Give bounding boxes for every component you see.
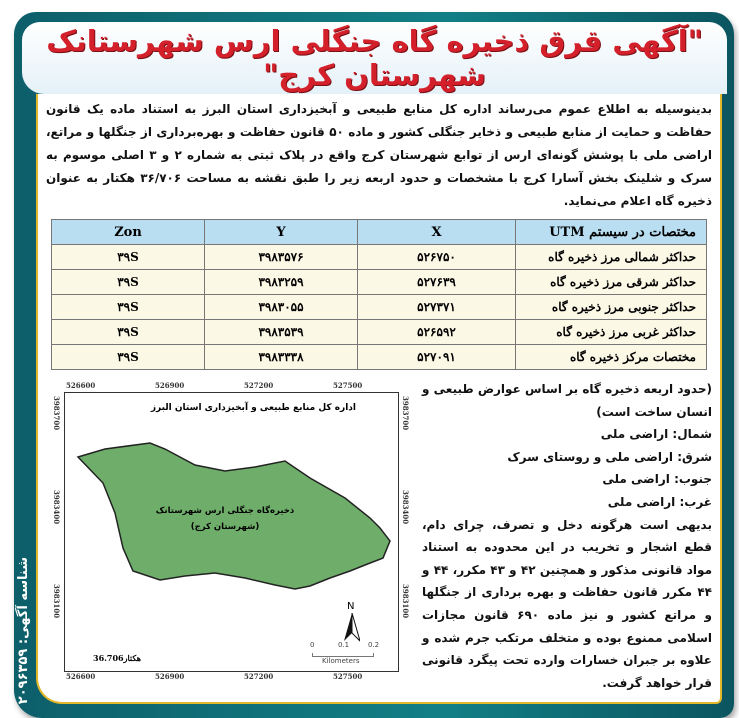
cell-zon: ۳۹S bbox=[52, 295, 205, 320]
cell-y: ۳۹۸۳۳۳۸ bbox=[205, 345, 358, 370]
y-tick-left: 3983400 bbox=[52, 490, 61, 525]
scale-2: 0.2 bbox=[368, 641, 380, 649]
notice-title: "آگهی قرق ذخیره گاه جنگلی ارس شهرستانک شهرستان کرج" bbox=[46, 24, 703, 92]
cell-y: ۳۹۸۳۲۵۹ bbox=[205, 270, 358, 295]
header-x: X bbox=[358, 220, 516, 245]
cell-zon: ۳۹S bbox=[52, 245, 205, 270]
header-y: Y bbox=[205, 220, 358, 245]
x-tick-bottom: 526600 bbox=[66, 672, 96, 681]
y-tick-left: 3983700 bbox=[52, 396, 61, 431]
cell-x: ۵۲۶۵۹۲ bbox=[358, 320, 516, 345]
cell-x: ۵۲۶۷۵۰ bbox=[358, 245, 516, 270]
ad-code: شناسه آگهی: ۲۰۹۶۳۵۹ bbox=[16, 557, 31, 705]
area-name: ذخیره‌گاه جنگلی ارس شهرستانک bbox=[155, 506, 295, 516]
warning-paragraph: بدیهی است هرگونه دخل و تصرف، چرای دام، قطع اشجار و تخریب در این محدوده به استناد مواد قانونی مذکور و همچنین ۴۲ و ۴۳ مکرر، ۴۴ و ۴۴ مکرر قانون حفاظت و بهره برداری از جنگلها و مراتع کشور و نیز ماده ۶۹۰ قانون مجازات اسلامی ممنوع بوده و متخلف مرتکب جرم شده و علاوه بر جبران خسارات وارده تحت پیگرد قانونی قرار خواهد گرفت. bbox=[422, 517, 712, 690]
cell-x: ۵۲۷۳۷۱ bbox=[358, 295, 516, 320]
x-tick-bottom: 526900 bbox=[155, 672, 185, 681]
boundary-south: جنوب: اراضی ملی bbox=[602, 472, 712, 487]
table-row bbox=[52, 345, 707, 370]
table-row bbox=[52, 245, 707, 270]
scale-1: 0.1 bbox=[338, 641, 350, 649]
reserve-map bbox=[64, 392, 399, 672]
x-tick-top: 527200 bbox=[244, 381, 274, 390]
cell-label: حداکثر غربی مرز ذخیره گاه bbox=[516, 320, 707, 345]
x-tick-top: 526900 bbox=[155, 381, 185, 390]
cell-zon: ۳۹S bbox=[52, 270, 205, 295]
scale-0: 0 bbox=[310, 641, 315, 649]
table-row bbox=[52, 320, 707, 345]
cell-y: ۳۹۸۳۵۳۹ bbox=[205, 320, 358, 345]
cell-label: مختصات مرکز ذخیره گاه bbox=[516, 345, 707, 370]
y-tick-right: 3983400 bbox=[401, 490, 410, 525]
area-sub: (شهرستان کرج) bbox=[190, 522, 260, 532]
boundaries-text bbox=[416, 378, 712, 694]
cell-y: ۳۹۸۳۵۷۶ bbox=[205, 245, 358, 270]
header-zon: Zon bbox=[52, 220, 205, 245]
boundary-east: شرق: اراضی ملی و روستای سرک bbox=[507, 449, 712, 464]
cell-label: حداکثر شمالی مرز ذخیره گاه bbox=[516, 245, 707, 270]
cell-label: حداکثر شرقی مرز ذخیره گاه bbox=[516, 270, 707, 295]
table-header-row bbox=[52, 220, 707, 245]
area-value: 36.706هکتار bbox=[93, 653, 141, 663]
intro-paragraph: بدینوسیله به اطلاع عموم می‌رساند اداره کل منابع طبیعی و آبخیزداری استان البرز به استناد ماده یک قانون حفاظت و حمایت از منابع طبیعی و ذخایر جنگلی کشور و ماده ۵۰ قانون حفاظت و بهره‌برداری از جنگلها و مراتع، اراضی ملی با پوشش گونه‌ای ارس از توابع شهرستان کرج واقع در پلاک ثبتی به شماره ۲ و ۳ اصلی موسوم به سرک و شلینک بخش آسارا کرج با مشخصات و حدود اربعه زیر را طبق نقشه به مساحت ۳۶/۷۰۶ هکتار به عنوان ذخیره گاه اعلام می‌نماید. bbox=[46, 102, 712, 208]
y-tick-right: 3983100 bbox=[401, 584, 410, 619]
x-tick-bottom: 527200 bbox=[244, 672, 274, 681]
north-label: N bbox=[347, 601, 355, 612]
table-row bbox=[52, 270, 707, 295]
map-block bbox=[46, 378, 416, 682]
cell-x: ۵۲۷۶۳۹ bbox=[358, 270, 516, 295]
table-row bbox=[52, 295, 707, 320]
y-tick-left: 3983100 bbox=[52, 584, 61, 619]
map-area-name bbox=[125, 503, 325, 535]
scale-bar bbox=[310, 641, 390, 669]
notice-frame bbox=[14, 12, 734, 718]
utm-table bbox=[51, 219, 707, 370]
map-org-label: اداره کل منابع طبیعی و آبخیزداری استان البرز bbox=[150, 403, 356, 413]
notice-body bbox=[36, 94, 722, 704]
cell-x: ۵۲۷۰۹۱ bbox=[358, 345, 516, 370]
cell-zon: ۳۹S bbox=[52, 345, 205, 370]
cell-y: ۳۹۸۳۰۵۵ bbox=[205, 295, 358, 320]
boundary-north: شمال: اراضی ملی bbox=[600, 427, 712, 442]
y-tick-right: 3983700 bbox=[401, 396, 410, 431]
title-bar bbox=[22, 22, 727, 94]
cell-label: حداکثر جنوبی مرز ذخیره گاه bbox=[516, 295, 707, 320]
header-label: مختصات در سیستم UTM bbox=[516, 220, 707, 245]
north-arrow-icon bbox=[344, 613, 360, 643]
boundary-west: غرب: اراضی ملی bbox=[607, 494, 712, 509]
x-tick-top: 527500 bbox=[333, 381, 363, 390]
bottom-section bbox=[46, 378, 712, 694]
boundaries-intro: (حدود اربعه ذخیره گاه بر اساس عوارض طبیعی و انسان ساخت است) bbox=[422, 382, 712, 419]
scale-unit: Kilometers bbox=[322, 657, 360, 665]
x-tick-top: 526600 bbox=[66, 381, 96, 390]
x-tick-bottom: 527500 bbox=[333, 672, 363, 681]
cell-zon: ۳۹S bbox=[52, 320, 205, 345]
